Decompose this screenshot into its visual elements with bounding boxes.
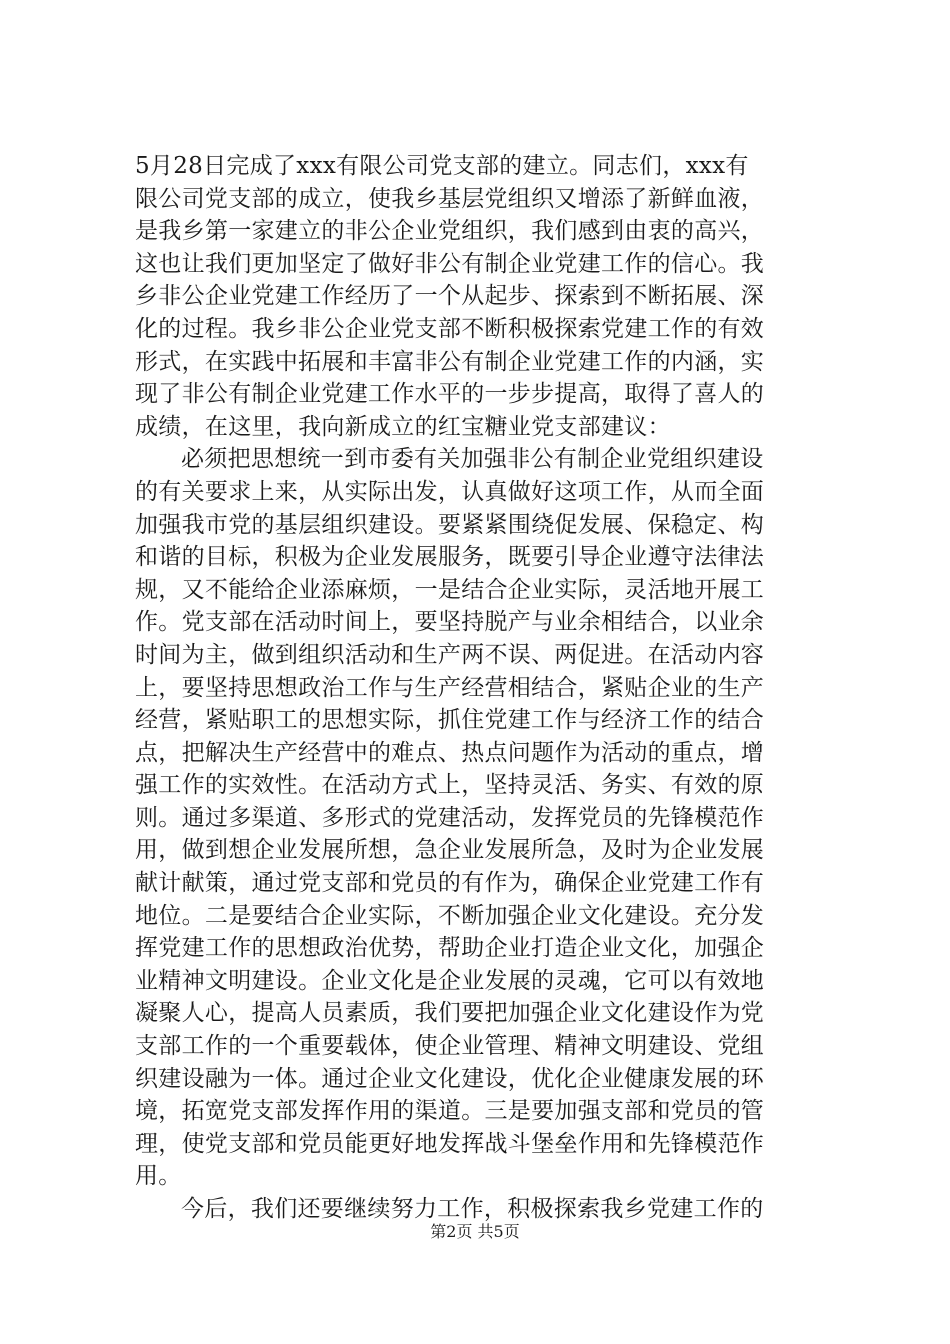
- text-line: 乡非公企业党建工作经历了一个从起步、探索到不断拓展、深: [135, 283, 765, 310]
- text-line: 理，使党支部和党员能更好地发挥战斗堡垒作用和先锋模范作: [135, 1130, 765, 1157]
- paragraph-first-line: 必须把思想统一到市委有关加强非公有制企业党组织建设: [181, 446, 764, 473]
- text-line: 织建设融为一体。通过企业文化建设，优化企业健康发展的环: [135, 1065, 765, 1092]
- text-line: 凝聚人心，提高人员素质，我们要把加强企业文化建设作为党: [135, 1000, 765, 1027]
- text-line: 献计献策，通过党支部和党员的有作为，确保企业党建工作有: [135, 870, 765, 897]
- text-line: 加强我市党的基层组织建设。要紧紧围绕促发展、保稳定、构: [135, 511, 765, 538]
- text-line: 点，把解决生产经营中的难点、热点问题作为活动的重点，增: [135, 739, 765, 766]
- text-line: 支部工作的一个重要载体，使企业管理、精神文明建设、党组: [135, 1033, 765, 1060]
- text-line: 形式，在实践中拓展和丰富非公有制企业党建工作的内涵，实: [135, 348, 765, 375]
- text-line: 地位。二是要结合企业实际，不断加强企业文化建设。充分发: [135, 902, 765, 929]
- text-line: 则。通过多渠道、多形式的党建活动，发挥党员的先锋模范作: [135, 804, 765, 831]
- text-line: 现了非公有制企业党建工作水平的一步步提高，取得了喜人的: [135, 381, 765, 408]
- text-line: 时间为主，做到组织活动和生产两不误、两促进。在活动内容: [135, 641, 765, 668]
- text-line: 强工作的实效性。在活动方式上，坚持灵活、务实、有效的原: [135, 772, 765, 799]
- page-number-footer: 第2页 共5页: [430, 1222, 520, 1241]
- text-line: 化的过程。我乡非公企业党支部不断积极探索党建工作的有效: [135, 315, 765, 342]
- text-line: 经营，紧贴职工的思想实际，抓住党建工作与经济工作的结合: [135, 707, 765, 734]
- document-body: [135, 150, 815, 1226]
- text-line: 限公司党支部的成立，使我乡基层党组织又增添了新鲜血液，: [135, 185, 765, 212]
- text-line: 用，做到想企业发展所想，急企业发展所急，及时为企业发展: [135, 837, 765, 864]
- text-line: 的有关要求上来，从实际出发，认真做好这项工作，从而全面: [135, 478, 765, 505]
- text-line: 上，要坚持思想政治工作与生产经营相结合，紧贴企业的生产: [135, 674, 765, 701]
- text-line: 挥党建工作的思想政治优势，帮助企业打造企业文化，加强企: [135, 935, 765, 962]
- text-line: 规，又不能给企业添麻烦，一是结合企业实际，灵活地开展工: [135, 576, 765, 603]
- text-line: 是我乡第一家建立的非公企业党组织，我们感到由衷的高兴，: [135, 218, 765, 245]
- text-line: 成绩，在这里，我向新成立的红宝糖业党支部建议：: [135, 413, 671, 440]
- text-line: 业精神文明建设。企业文化是企业发展的灵魂，它可以有效地: [135, 967, 765, 994]
- text-line: 和谐的目标，积极为企业发展服务，既要引导企业遵守法律法: [135, 544, 765, 571]
- text-line: 这也让我们更加坚定了做好非公有制企业党建工作的信心。我: [135, 250, 765, 277]
- text-line: 境，拓宽党支部发挥作用的渠道。三是要加强支部和党员的管: [135, 1098, 765, 1125]
- text-line: 作。党支部在活动时间上，要坚持脱产与业余相结合，以业余: [135, 609, 765, 636]
- text-line: 用。: [135, 1163, 182, 1190]
- text-line: 5月28日完成了xxx有限公司党支部的建立。同志们，xxx有: [135, 153, 749, 179]
- paragraph-first-line: 今后，我们还要继续努力工作，积极探索我乡党建工作的: [181, 1196, 764, 1222]
